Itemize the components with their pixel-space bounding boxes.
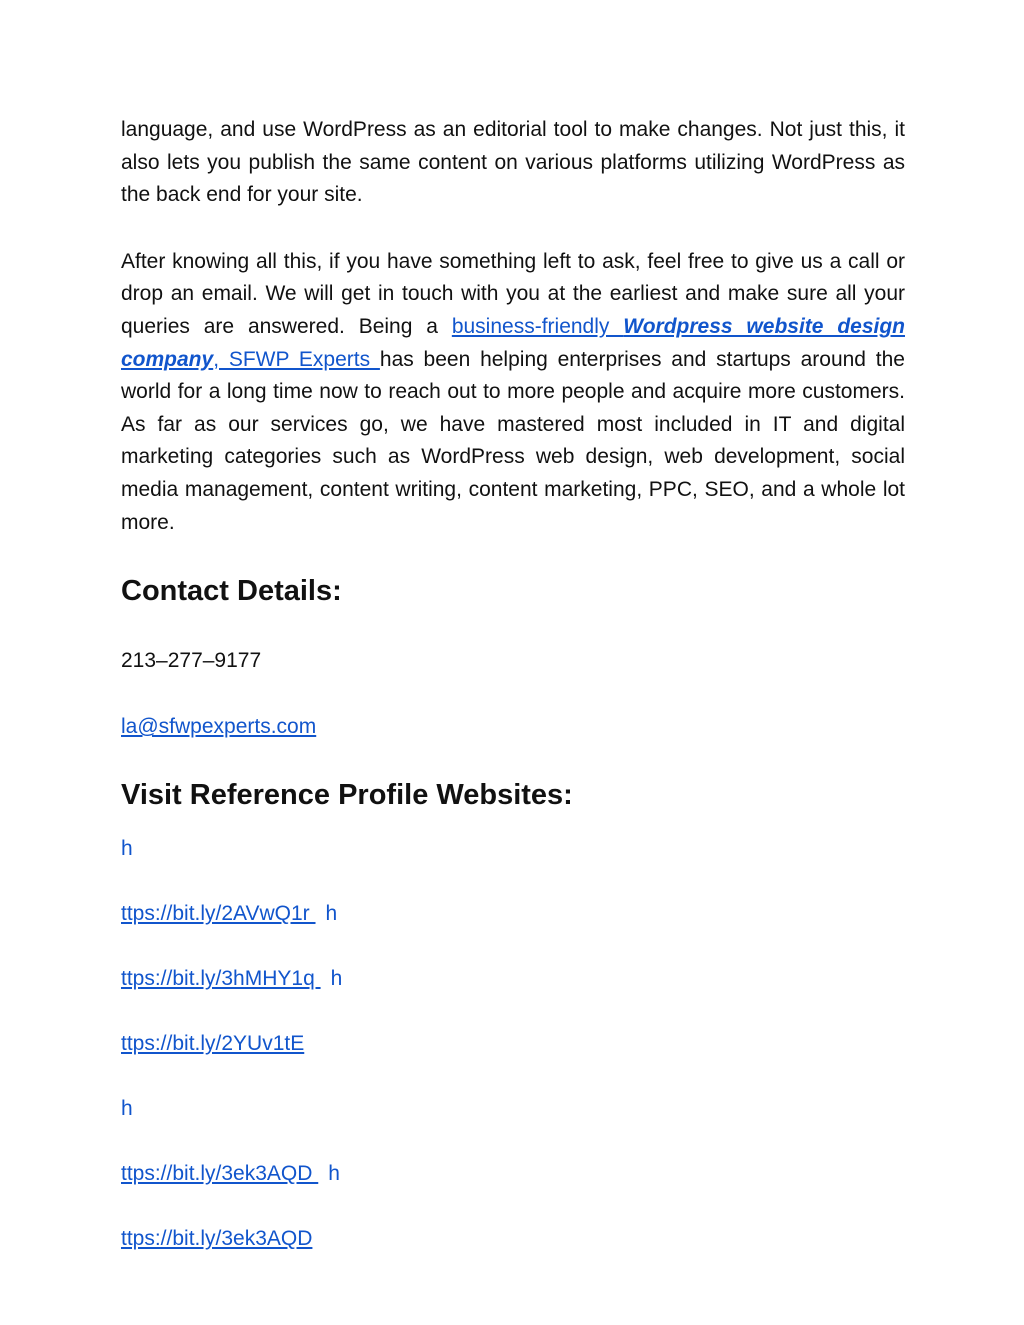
reference-link-tail: h bbox=[330, 967, 343, 991]
reference-link-line[interactable] bbox=[121, 1225, 905, 1253]
email-link[interactable]: la@sfwpexperts.com bbox=[121, 715, 317, 739]
contact-heading: Contact Details: bbox=[121, 575, 342, 608]
reference-link-line[interactable] bbox=[121, 1030, 905, 1058]
reference-link[interactable]: ttps://bit.ly/3ek3AQD bbox=[121, 1227, 313, 1251]
reference-link-line[interactable] bbox=[121, 965, 905, 993]
sfwp-experts-link[interactable]: , SFWP Experts bbox=[213, 347, 380, 371]
reference-link[interactable]: ttps://bit.ly/3ek3AQD bbox=[121, 1162, 319, 1186]
paragraph-services-text-end: has been helping enterprises and startups around the world for a long time now to reach out to more people and acquire more customers. As far as our services go, we have mastered most included in IT and digital marketing categories such as WordPress web design, web development, social media management, content writing, content marketing, PPC, SEO, and a whole lot more. bbox=[121, 347, 905, 534]
reference-link[interactable]: ttps://bit.ly/3hMHY1q bbox=[121, 967, 321, 991]
reference-link-line[interactable] bbox=[121, 1160, 905, 1188]
business-friendly-link[interactable]: business-friendly bbox=[451, 314, 624, 338]
document-page bbox=[121, 114, 905, 1290]
visit-heading: Visit Reference Profile Websites: bbox=[121, 779, 573, 812]
paragraph-services-text-start: After knowing all this, if you have something left to ask, feel free to give us a call or drop an email. We will get in touch with you at the earliest and make sure all your queries are answered. Being a bbox=[121, 249, 905, 338]
reference-link-line[interactable] bbox=[121, 1095, 905, 1123]
wordpress-design-company-link[interactable]: Wordpress website design company bbox=[121, 314, 905, 371]
reference-link[interactable]: ttps://bit.ly/2AVwQ1r bbox=[121, 902, 316, 926]
reference-link-tail: h bbox=[325, 902, 338, 926]
reference-link[interactable]: h bbox=[121, 1097, 133, 1121]
reference-links-list bbox=[121, 835, 905, 1253]
reference-link[interactable]: ttps://bit.ly/2YUv1tE bbox=[121, 1032, 305, 1056]
paragraph-services bbox=[121, 246, 905, 539]
reference-link-line[interactable] bbox=[121, 835, 905, 863]
reference-link-tail: h bbox=[328, 1162, 340, 1186]
reference-link[interactable]: h bbox=[121, 837, 133, 861]
phone-number: 213–277–9177 bbox=[121, 649, 262, 673]
paragraph-intro: language, and use WordPress as an editorial tool to make changes. Not just this, it also lets you publish the same content on various platforms utilizing WordPress as the back end for your site. bbox=[121, 118, 905, 207]
reference-link-line[interactable] bbox=[121, 900, 905, 928]
